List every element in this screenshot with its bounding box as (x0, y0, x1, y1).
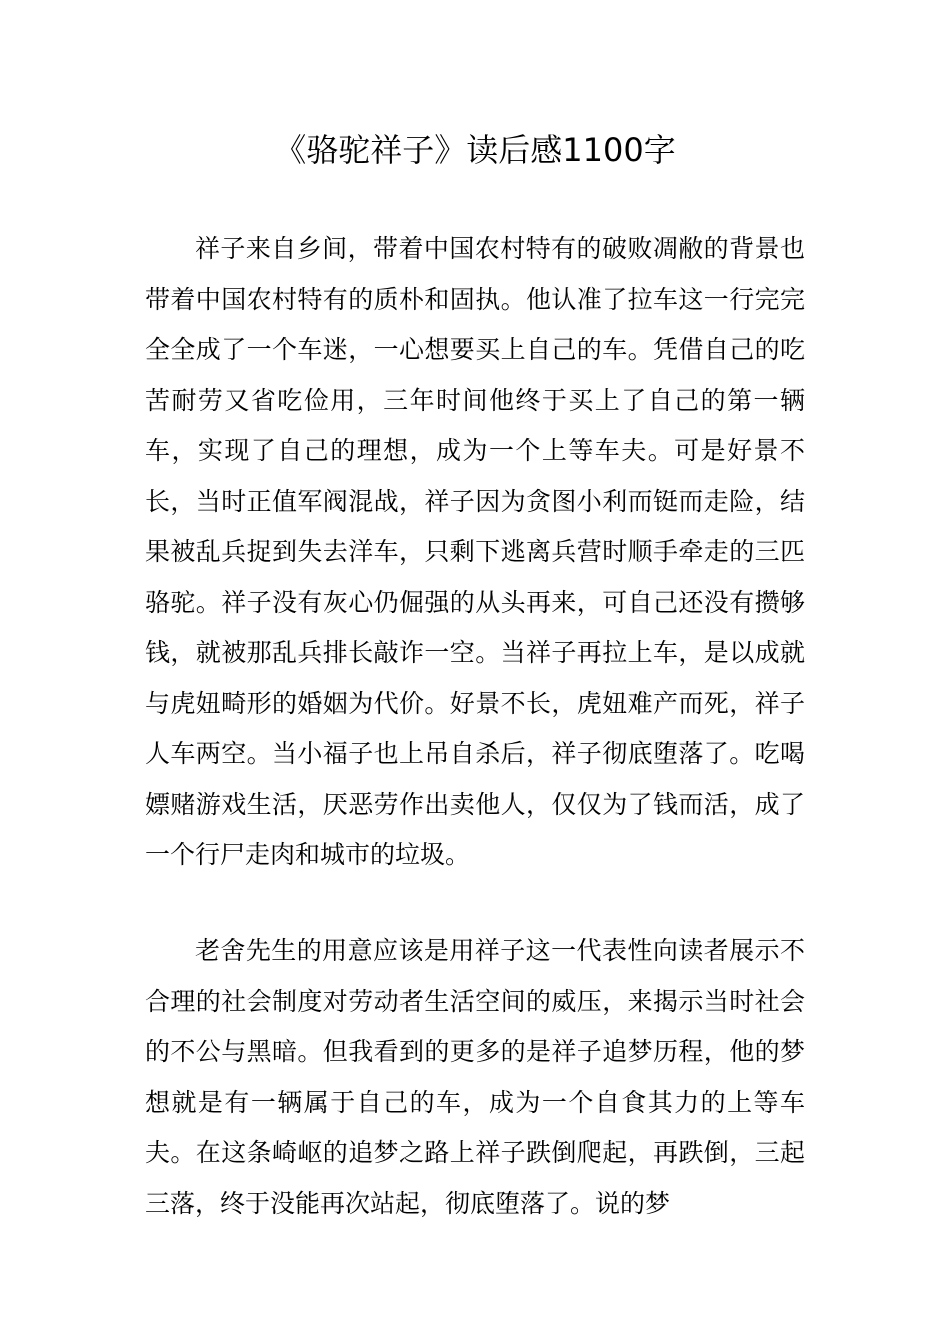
paragraph-2: 老舍先生的用意应该是用祥子这一代表性向读者展示不合理的社会制度对劳动者生活空间的威压，来揭示当时社会的不公与黑暗。但我看到的更多的是祥子追梦历程，他的梦想就是有一辆属于自己的车，成为一个自食其力的上等车夫。在这条崎岖的追梦之路上祥子跌倒爬起，再跌倒，三起三落，终于没能再次站起，彻底堕落了。说的梦 (145, 936, 805, 1218)
document-title: 《骆驼祥子》读后感1100字 (274, 131, 676, 169)
paragraph-1: 祥子来自乡间，带着中国农村特有的破败凋敝的背景也带着中国农村特有的质朴和固执。他认准了拉车这一行完完全全成了一个车迷，一心想要买上自己的车。凭借自己的吃苦耐劳又省吃俭用，三年时间他终于买上了自己的第一辆车，实现了自己的理想，成为一个上等车夫。可是好景不长，当时正值军阀混战，祥子因为贪图小利而铤而走险，结果被乱兵捉到失去洋车，只剩下逃离兵营时顺手牵走的三匹骆驼。祥子没有灰心仍倔强的从头再来，可自己还没有攒够钱，就被那乱兵排长敲诈一空。当祥子再拉上车，是以成就与虎妞畸形的婚姻为代价。好景不长，虎妞难产而死，祥子人车两空。当小福子也上吊自杀后，祥子彻底堕落了。吃喝嫖赌游戏生活，厌恶劳作出卖他人，仅仅为了钱而活，成了一个行尸走肉和城市的垃圾。 (145, 234, 805, 869)
